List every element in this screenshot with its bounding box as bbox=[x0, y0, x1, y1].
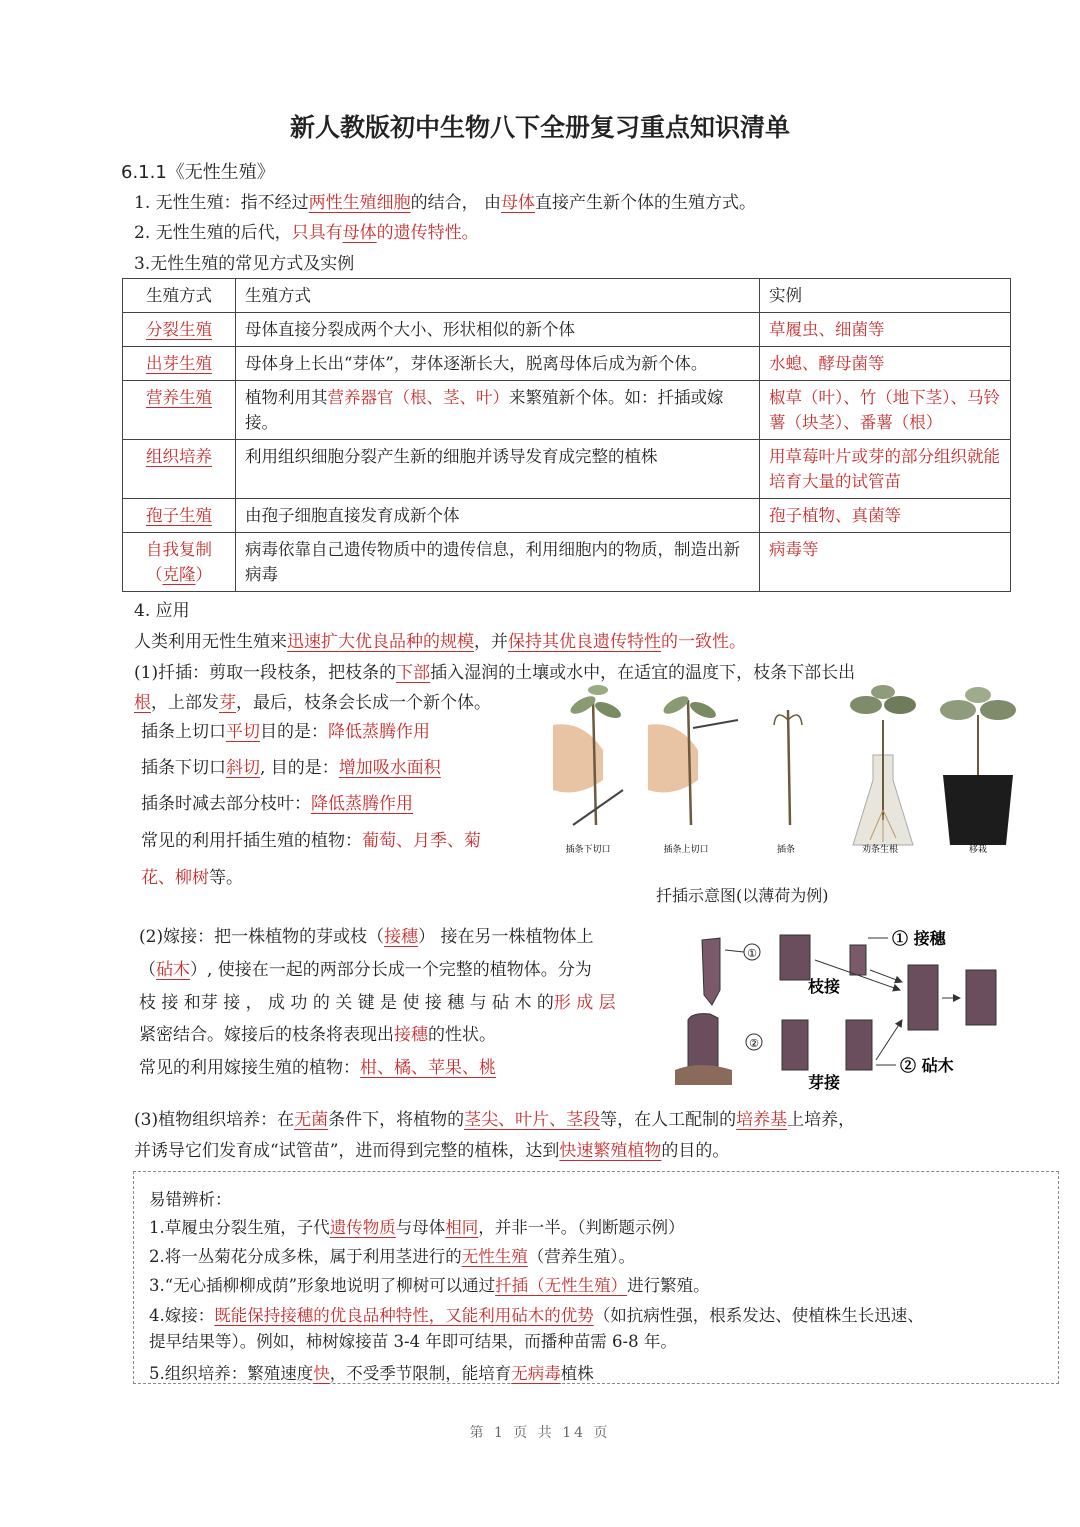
hand-cutting-illustration bbox=[553, 685, 623, 825]
graft-line-3: 枝 接 和芽 接 ， 成 功 的 关 键 是 使 接 穗 与 砧 木 的形 成 层 bbox=[139, 993, 616, 1013]
point-2: 2. 无性生殖的后代，只具有母体的遗传特性。 bbox=[134, 223, 479, 243]
cutting-figure bbox=[548, 680, 1028, 860]
table-row bbox=[123, 533, 1011, 592]
cutting-q3: 插条时减去部分枝叶：降低蒸腾作用 bbox=[141, 794, 413, 814]
table-row bbox=[123, 313, 1011, 347]
row-desc: 母体直接分裂成两个大小、形状相似的新个体 bbox=[236, 313, 760, 347]
graft-line-2: （砧木）, 使接在一起的两部分长成一个完整的植物体。分为 bbox=[139, 960, 592, 980]
cutting-q2: 插条下切口斜切, 目的是：增加吸水面积 bbox=[141, 758, 441, 778]
point-3: 3.无性生殖的常见方式及实例 bbox=[134, 254, 355, 274]
section-heading: 6.1.1《无性生殖》 bbox=[121, 162, 275, 183]
box-item-3: 3.“无心插柳柳成荫”形象地说明了柳树可以通过扦插（无性生殖）进行繁殖。 bbox=[149, 1276, 710, 1295]
row-desc: 病毒依靠自己遗传物质中的遗传信息，利用细胞内的物质，制造出新病毒 bbox=[236, 533, 760, 592]
scion-illustration bbox=[702, 938, 720, 1005]
hand-cutting-illustration bbox=[648, 693, 738, 825]
cutting-q4: 常见的利用扦插生殖的植物：葡萄、月季、菊 bbox=[141, 831, 481, 851]
table-row bbox=[123, 381, 1011, 440]
row-example: 病毒等 bbox=[760, 533, 1011, 592]
row-example: 水螅、酵母菌等 bbox=[760, 347, 1011, 381]
box-item-2: 2.将一丛菊花分成多株，属于利用茎进行的无性生殖（营养生殖）。 bbox=[149, 1247, 635, 1266]
row-name: 孢子生殖 bbox=[123, 499, 236, 533]
table-row bbox=[123, 347, 1011, 381]
graft-line-1: (2)嫁接：把一株植物的芽或枝（接穗） 接在另一株植物体上 bbox=[139, 927, 594, 947]
row-name: 分裂生殖 bbox=[123, 313, 236, 347]
row-desc: 利用组织细胞分裂产生新的细胞并诱导发育成完整的植株 bbox=[236, 440, 760, 499]
cutting-line-2: 根，上部发芽，最后，枝条会长成一个新个体。 bbox=[134, 693, 491, 713]
figure-label: 劝条生根 bbox=[861, 845, 899, 855]
scion-label: ① 接穗 bbox=[892, 929, 946, 948]
application-text: 人类利用无性生殖来迅速扩大优良品种的规模，并保持其优良遗传特性的一致性。 bbox=[134, 632, 746, 652]
row-example: 草履虫、细菌等 bbox=[760, 313, 1011, 347]
row-name: 营养生殖 bbox=[123, 381, 236, 440]
tissue-line-2: 并诱导它们发育成“试管苗”，进而得到完整的植株，达到快速繁殖植物的目的。 bbox=[134, 1141, 730, 1161]
cutting-stem-illustration bbox=[774, 710, 802, 825]
bud-graft-label: 芽接 bbox=[808, 1073, 841, 1092]
row-name: 自我复制 （克隆） bbox=[123, 533, 236, 592]
box-item-5: 5.组织培养：繁殖速度快，不受季节限制，能培育无病毒植株 bbox=[149, 1364, 594, 1383]
page-title: 新人教版初中生物八下全册复习重点知识清单 bbox=[289, 113, 790, 142]
figure-label: 插条上切口 bbox=[663, 845, 709, 855]
box-item-1: 1.草履虫分裂生殖，子代遗传物质与母体相同，并非一半。（判断题示例） bbox=[149, 1218, 685, 1237]
row-example: 孢子植物、真菌等 bbox=[760, 499, 1011, 533]
figure-caption: 扦插示意图(以薄荷为例) bbox=[656, 886, 829, 905]
marker-1: ① bbox=[747, 947, 757, 960]
page-number: 第 1 页 共 14 页 bbox=[469, 1425, 611, 1441]
table-header: 生殖方式 bbox=[236, 279, 760, 313]
row-desc: 由孢子细胞直接发育成新个体 bbox=[236, 499, 760, 533]
row-example: 椒草（叶）、竹（地下茎）、马铃薯（块茎）、番薯（根） bbox=[760, 381, 1011, 440]
box-heading: 易错辨析： bbox=[149, 1190, 232, 1209]
table-header-row bbox=[123, 279, 1011, 313]
point-4: 4. 应用 bbox=[134, 601, 190, 621]
figure-label: 插条下切口 bbox=[565, 845, 611, 855]
row-desc: 母体身上长出“芽体”，芽体逐渐长大，脱离母体后成为新个体。 bbox=[236, 347, 760, 381]
table-row bbox=[123, 499, 1011, 533]
cutting-q5: 花、柳树等。 bbox=[141, 868, 243, 888]
tissue-line-1: (3)植物组织培养：在无菌条件下，将植物的茎尖、叶片、茎段等，在人工配制的培养基上培养， bbox=[134, 1110, 856, 1130]
row-name: 组织培养 bbox=[123, 440, 236, 499]
flask-rooting-illustration bbox=[850, 685, 916, 845]
row-name: 出芽生殖 bbox=[123, 347, 236, 381]
reproduction-table bbox=[122, 278, 1011, 592]
point-1: 1. 无性生殖：指不经过两性生殖细胞的结合， 由母体直接产生新个体的生殖方式。 bbox=[134, 193, 757, 213]
potted-plant-illustration bbox=[940, 687, 1016, 845]
row-desc: 植物利用其营养器官（根、茎、叶）来繁殖新个体。如：扦插或嫁接。 bbox=[236, 381, 760, 440]
box-item-4-cont: 提早结果等）。例如，柿树嫁接苗 3-4 年即可结果，而播种苗需 6-8 年。 bbox=[149, 1332, 677, 1351]
stock-label: ② 砧木 bbox=[900, 1056, 954, 1075]
graft-line-5: 常见的利用嫁接生殖的植物：柑、橘、苹果、桃 bbox=[139, 1058, 496, 1078]
table-header: 实例 bbox=[760, 279, 1011, 313]
cutting-q1: 插条上切口平切目的是：降低蒸腾作用 bbox=[141, 722, 430, 742]
graft-line-4: 紧密结合。嫁接后的枝条将表现出接穗的性状。 bbox=[139, 1025, 496, 1045]
row-example: 用草莓叶片或芽的部分组织就能培育大量的试管苗 bbox=[760, 440, 1011, 499]
figure-label: 移栽 bbox=[968, 845, 988, 855]
stock-illustration bbox=[780, 935, 810, 980]
table-row bbox=[123, 440, 1011, 499]
box-item-4: 4.嫁接：既能保持接穗的优良品种特性，又能利用砧木的优势（如抗病性强，根系发达、使植株生长迅速、 bbox=[149, 1306, 924, 1325]
branch-graft-label: 枝接 bbox=[808, 977, 841, 996]
table-header: 生殖方式 bbox=[123, 279, 236, 313]
marker-2: ② bbox=[749, 1037, 759, 1050]
figure-label: 插条 bbox=[776, 845, 796, 855]
cutting-line-1: (1)扦插：剪取一段枝条，把枝条的下部插入湿润的土壤或水中，在适宜的温度下，枝条下部长出 bbox=[134, 663, 856, 683]
grafting-figure bbox=[670, 920, 1030, 1092]
